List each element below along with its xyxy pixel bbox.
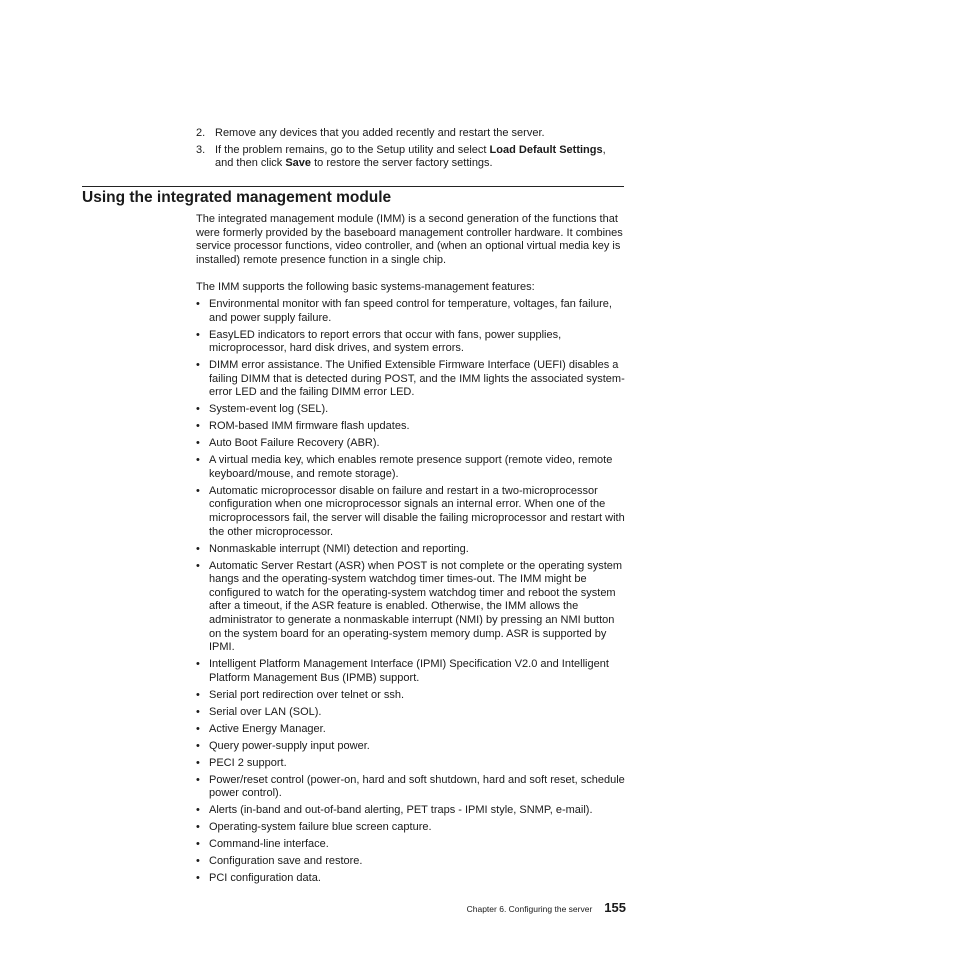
bullet-icon: •: [196, 773, 200, 786]
feature-item: [196, 723, 628, 737]
section-divider: [82, 186, 624, 187]
feature-item: [196, 689, 628, 703]
feature-item: [196, 658, 628, 685]
footer-chapter: Chapter 6. Configuring the server: [466, 904, 593, 914]
feature-text: Alerts (in-band and out-of-band alerting, PET traps - IPMI style, SNMP, e-mail).: [209, 804, 593, 817]
page-number: 155: [604, 900, 626, 915]
bullet-icon: •: [196, 484, 200, 497]
step-text: [215, 144, 626, 171]
bullet-icon: •: [196, 297, 200, 310]
bullet-icon: •: [196, 838, 200, 851]
step-2: [196, 127, 626, 141]
feature-text: PECI 2 support.: [209, 756, 287, 769]
feature-item: [196, 740, 628, 754]
feature-item: [196, 821, 628, 835]
imm-description: The integrated management module (IMM) is a second generation of the functions that were formerly provided by the baseboard management controller hardware. It combines service processor functions, video controller, and (when an optional virtual media key is installed) remote presence function in a single chip.: [196, 213, 623, 266]
feature-item: [196, 359, 628, 400]
save-term: Save: [285, 157, 312, 170]
step-text-part: If the problem remains, go to the Setup utility and select: [215, 143, 490, 156]
step-text-part: , and then click: [215, 143, 606, 170]
feature-item: [196, 560, 628, 655]
step-text-part: to restore the server factory settings.: [311, 157, 493, 170]
feature-item: [196, 855, 628, 869]
feature-text: A virtual media key, which enables remote presence support (remote video, remote keyboard/mouse, and remote storage).: [209, 454, 613, 480]
feature-text: Configuration save and restore.: [209, 855, 363, 868]
bullet-icon: •: [196, 559, 200, 572]
bullet-icon: •: [196, 658, 200, 671]
feature-text: System-event log (SEL).: [209, 403, 329, 416]
feature-text: Active Energy Manager.: [209, 722, 326, 735]
feature-item: [196, 485, 628, 539]
bullet-icon: •: [196, 872, 200, 885]
feature-text: Auto Boot Failure Recovery (ABR).: [209, 437, 380, 450]
feature-item: [196, 757, 628, 771]
feature-text: Environmental monitor with fan speed control for temperature, voltages, fan failure, and power supply failure.: [209, 297, 612, 324]
load-default-settings-term: Load Default Settings: [489, 143, 603, 156]
bullet-icon: •: [196, 756, 200, 769]
bullet-icon: •: [196, 359, 200, 372]
feature-text: Automatic microprocessor disable on failure and restart in a two-microprocessor configuration when one microprocessor signals an internal error. When one of the microprocessors fail, the server will disable the failing microprocessor and restart with the other microprocessor.: [209, 484, 625, 538]
feature-item: [196, 872, 628, 886]
feature-text: Serial port redirection over telnet or ssh.: [209, 688, 405, 701]
bullet-icon: •: [196, 328, 200, 341]
feature-text: Automatic Server Restart (ASR) when POST is not complete or the operating system hangs and the operating-system watchdog timer times-out. The IMM might be configured to watch for the operating-system watchdog timer and reboot the system after a timeout, if the ASR feature is enabled. Otherwise, the IMM allows the administrator to generate a nonmaskable interrupt (NMI) by pressing an NMI button on the system board for an operating-system memory dump. ASR is supported by IPMI.: [209, 559, 623, 654]
bullet-icon: •: [196, 804, 200, 817]
feature-item: [196, 706, 628, 720]
feature-item: [196, 437, 628, 451]
features-intro: The IMM supports the following basic systems-management features:: [196, 281, 535, 294]
feature-text: EasyLED indicators to report errors that occur with fans, power supplies, microprocessor, hard disk drives, and system errors.: [209, 328, 562, 355]
feature-text: DIMM error assistance. The Unified Extensible Firmware Interface (UEFI) disables a failing DIMM that is detected during POST, and the IMM lights the associated system-error LED and the failing DIMM error LED.: [209, 359, 625, 399]
page-footer: [454, 900, 626, 915]
bullet-icon: •: [196, 821, 200, 834]
step-text: Remove any devices that you added recently and restart the server.: [215, 127, 545, 139]
feature-item: [196, 774, 628, 801]
bullet-icon: •: [196, 454, 200, 467]
feature-text: ROM-based IMM firmware flash updates.: [209, 420, 410, 433]
step-3: [196, 144, 626, 171]
feature-item: [196, 298, 628, 325]
feature-text: Nonmaskable interrupt (NMI) detection and reporting.: [209, 542, 469, 555]
feature-item: [196, 420, 628, 434]
feature-text: Operating-system failure blue screen capture.: [209, 821, 432, 834]
feature-text: Command-line interface.: [209, 838, 329, 851]
bullet-icon: •: [196, 437, 200, 450]
bullet-icon: •: [196, 855, 200, 868]
bullet-icon: •: [196, 739, 200, 752]
bullet-icon: •: [196, 688, 200, 701]
feature-text: Power/reset control (power-on, hard and soft shutdown, hard and soft reset, schedule power control).: [209, 773, 625, 800]
section-heading: Using the integrated management module: [82, 189, 392, 206]
feature-item: [196, 838, 628, 852]
bullet-icon: •: [196, 420, 200, 433]
bullet-icon: •: [196, 722, 200, 735]
feature-text: Serial over LAN (SOL).: [209, 705, 322, 718]
feature-item: [196, 804, 628, 818]
feature-item: [196, 454, 628, 481]
feature-item: [196, 403, 628, 417]
bullet-icon: •: [196, 403, 200, 416]
feature-item: [196, 543, 628, 557]
feature-text: Query power-supply input power.: [209, 739, 370, 752]
procedure-steps: [196, 127, 626, 174]
section-body: [196, 213, 628, 889]
step-number: 3.: [196, 143, 206, 156]
feature-text: Intelligent Platform Management Interface (IPMI) Specification V2.0 and Intelligent Platform Management Bus (IPMB) support.: [209, 658, 609, 684]
bullet-icon: •: [196, 542, 200, 555]
feature-list: [196, 298, 628, 886]
step-number: 2.: [196, 127, 206, 139]
feature-item: [196, 329, 628, 356]
bullet-icon: •: [196, 705, 200, 718]
feature-text: PCI configuration data.: [209, 872, 321, 885]
